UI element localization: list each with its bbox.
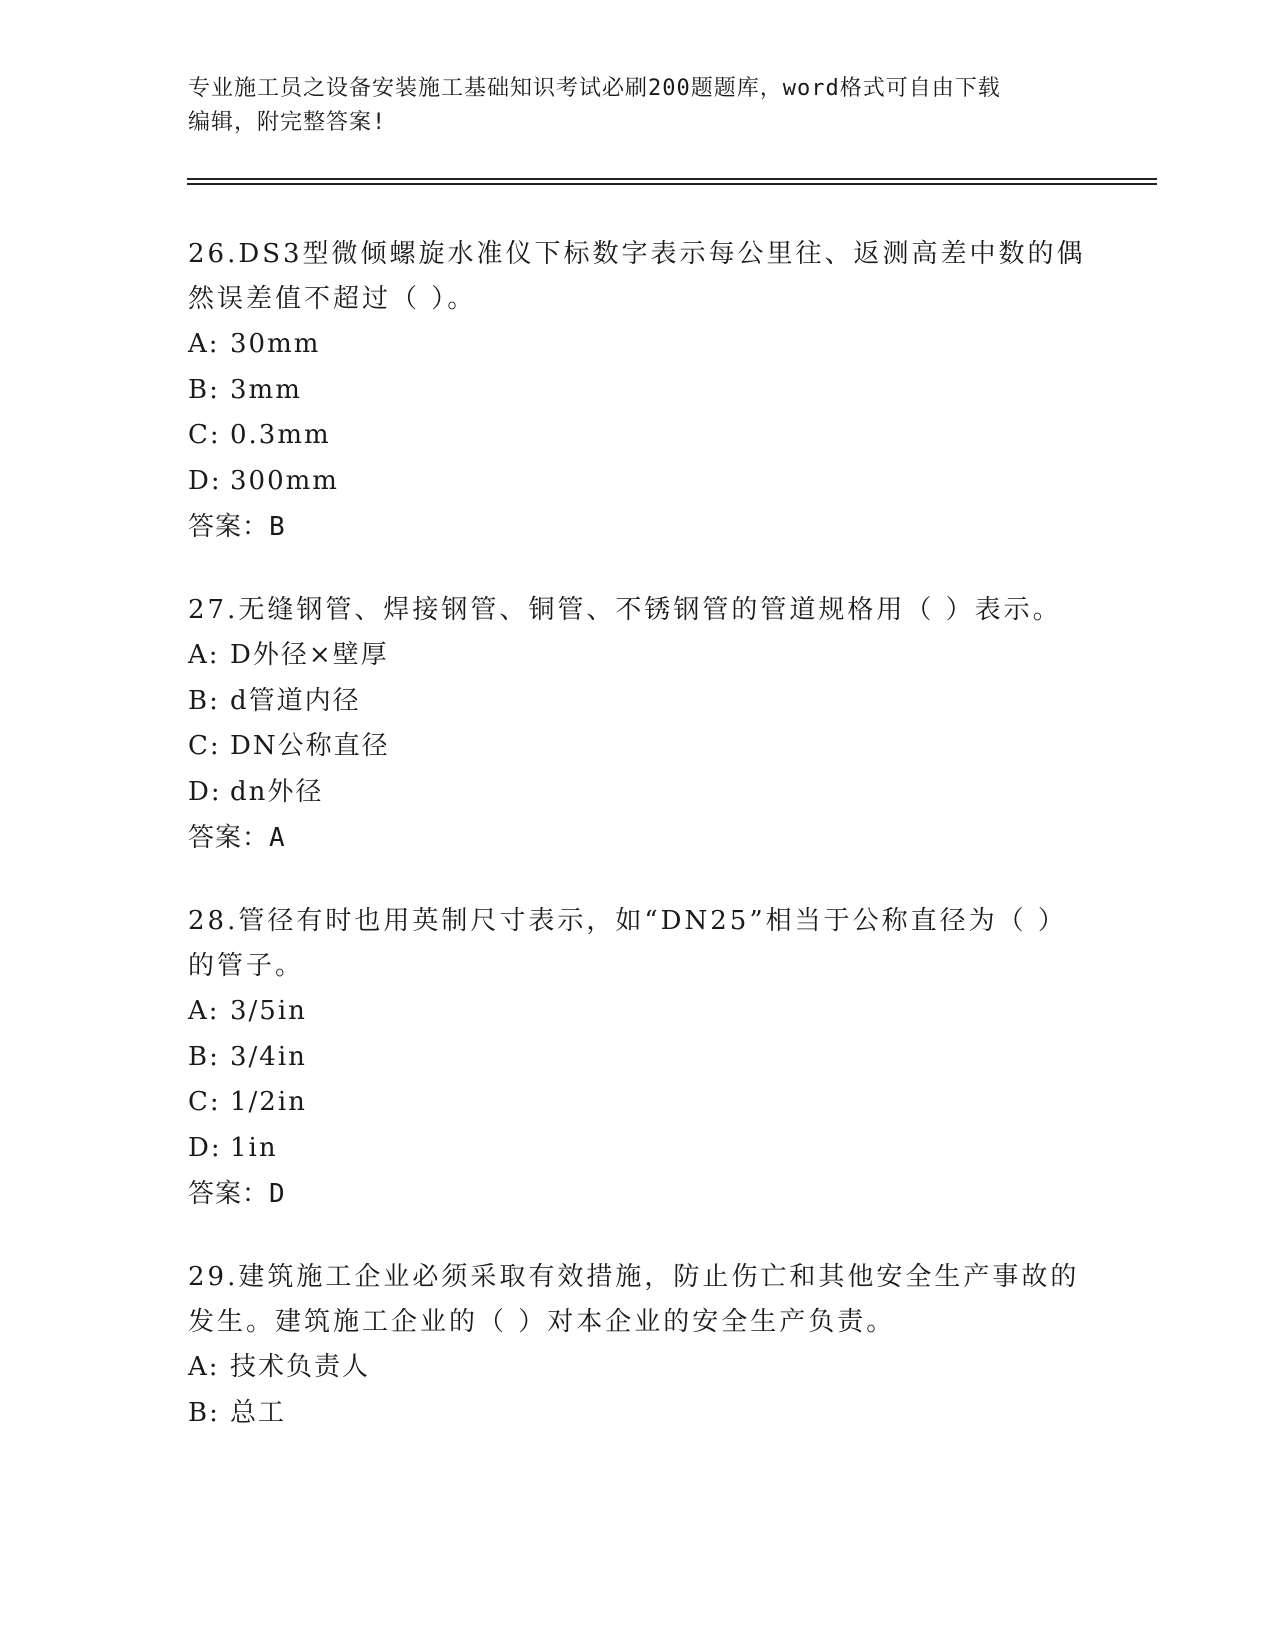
- option-text: 1/2in: [230, 1087, 307, 1117]
- answer-label: 答案：D: [188, 1179, 286, 1209]
- option-letter: A:: [188, 996, 220, 1026]
- option-c: [188, 724, 1088, 770]
- question-text: [188, 899, 1088, 989]
- question-text-line-2: 发生。建筑施工企业的（ ）对本企业的安全生产负责。: [188, 1307, 896, 1337]
- question-29: [188, 1255, 1088, 1436]
- option-b: [188, 1391, 1088, 1437]
- question-text-line-2: 然误差值不超过（ ）。: [188, 284, 477, 314]
- document-header: [188, 72, 1068, 140]
- header-title-line-2: 编辑，附完整答案!: [188, 110, 387, 135]
- option-letter: A:: [188, 640, 220, 670]
- option-text: 300mm: [230, 465, 339, 496]
- option-letter: A:: [188, 329, 220, 359]
- question-text-line-1: 29.建筑施工企业必须采取有效措施，防止伤亡和其他安全生产事故的: [188, 1262, 1080, 1292]
- option-letter: B:: [188, 374, 220, 405]
- option-text: 总工: [230, 1397, 287, 1428]
- option-text: 3/5in: [230, 996, 307, 1026]
- option-letter: C:: [188, 731, 221, 761]
- option-text: 0.3mm: [230, 420, 331, 450]
- option-letter: D:: [188, 465, 222, 496]
- question-28: [188, 899, 1088, 1217]
- option-c: [188, 413, 1088, 459]
- question-text-line-1: 27.无缝钢管、焊接钢管、铜管、不锈钢管的管道规格用（ ）表示。: [188, 595, 1062, 625]
- option-b: [188, 368, 1088, 414]
- option-text: 技术负责人: [230, 1352, 371, 1382]
- option-letter: C:: [188, 420, 221, 450]
- option-text: 3mm: [230, 374, 302, 405]
- question-27: [188, 588, 1088, 861]
- option-c: [188, 1080, 1088, 1126]
- option-d: [188, 1126, 1088, 1172]
- option-text: D外径×壁厚: [230, 640, 389, 670]
- question-text: [188, 1255, 1088, 1345]
- question-text-line-2: 的管子。: [188, 951, 305, 981]
- question-26: [188, 232, 1088, 550]
- answer-label: 答案：B: [188, 512, 286, 542]
- option-text: 1in: [230, 1132, 278, 1163]
- option-letter: B:: [188, 1397, 220, 1428]
- option-text: 30mm: [230, 329, 321, 359]
- option-letter: B:: [188, 1041, 220, 1072]
- option-letter: C:: [188, 1087, 221, 1117]
- question-text-line-1: 26.DS3型微倾螺旋水准仪下标数字表示每公里往、返测高差中数的偶: [188, 239, 1086, 269]
- answer-label: 答案：A: [188, 823, 286, 853]
- option-a: [188, 322, 1088, 368]
- option-text: dn外径: [230, 776, 324, 807]
- question-text-line-1: 28.管径有时也用英制尺寸表示，如“DN25”相当于公称直径为（ ）: [188, 906, 1067, 936]
- option-letter: D:: [188, 1132, 222, 1163]
- option-a: [188, 1345, 1088, 1391]
- option-d: [188, 459, 1088, 505]
- option-a: [188, 989, 1088, 1035]
- option-text: 3/4in: [230, 1041, 307, 1072]
- option-text: DN公称直径: [230, 731, 390, 761]
- option-text: d管道内径: [230, 685, 361, 716]
- header-title-line-1: 专业施工员之设备安装施工基础知识考试必刷200题题库，word格式可自由下载: [188, 76, 1001, 101]
- question-text: [188, 232, 1088, 322]
- option-b: [188, 1035, 1088, 1081]
- option-letter: D:: [188, 776, 222, 807]
- option-letter: A:: [188, 1352, 220, 1382]
- option-d: [188, 770, 1088, 816]
- option-a: [188, 633, 1088, 679]
- question-text: [188, 588, 1088, 633]
- header-divider-bottom: [187, 183, 1157, 185]
- question-list: [188, 232, 1088, 1474]
- header-divider-top: [187, 178, 1157, 180]
- option-letter: B:: [188, 685, 220, 716]
- option-b: [188, 679, 1088, 725]
